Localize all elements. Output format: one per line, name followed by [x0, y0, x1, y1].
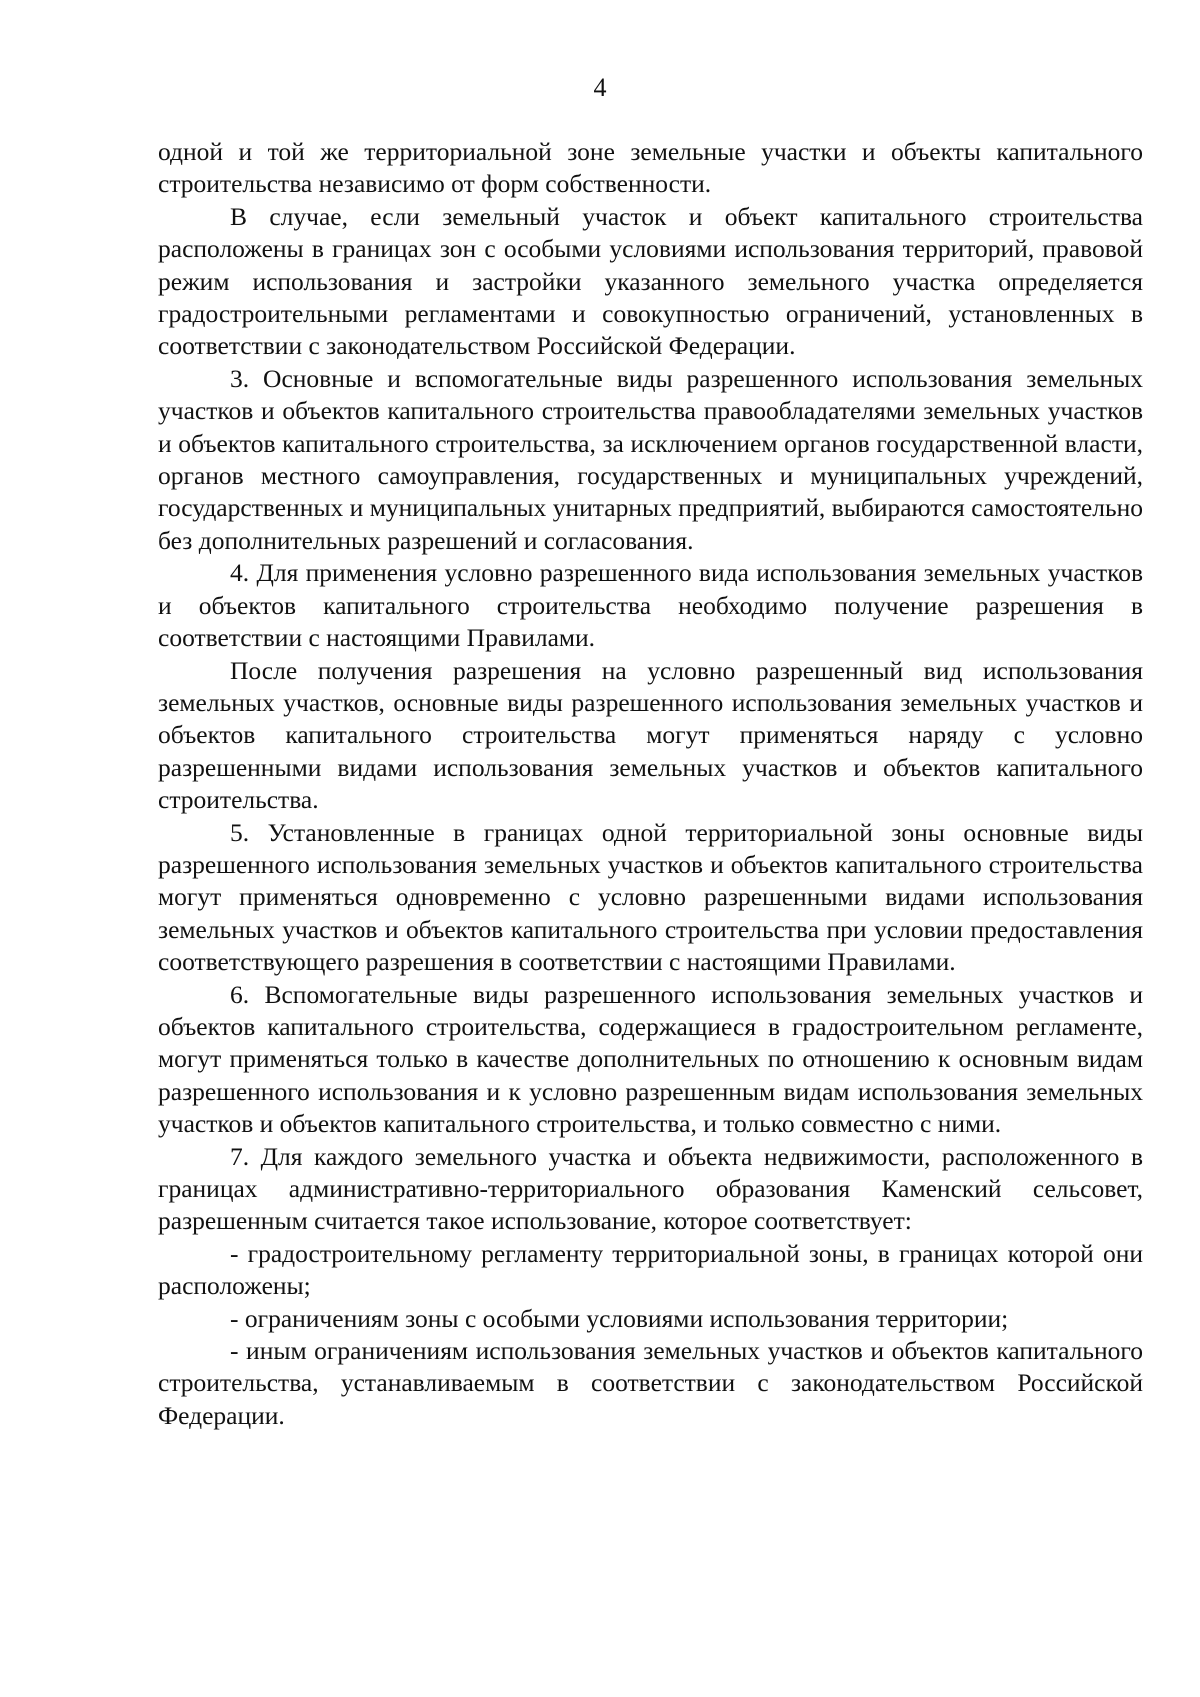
- paragraph-item-7: 7. Для каждого земельного участка и объекта недвижимости, расположенного в границах административно-территориального образования Каменский сельсовет, разрешенным считается такое использование, которое соответствует:: [158, 1141, 1143, 1236]
- list-item-zone-restrictions: - ограничениям зоны с особыми условиями использования территории;: [230, 1303, 1009, 1333]
- paragraph-item-4: 4. Для применения условно разрешенного вида использования земельных участков и объектов капитального строительства необходимо получение разрешения в соответствии с настоящими Правилами.: [158, 558, 1143, 653]
- list-item-other-restrictions: - иным ограничениям использования земельных участков и объектов капитального строительства, устанавливаемым в соответствии с законодательством Российской Федерации.: [158, 1336, 1143, 1430]
- page-number: 4: [593, 73, 607, 102]
- paragraph-item-6: 6. Вспомогательные виды разрешенного использования земельных участков и объектов капитального строительства, содержащиеся в градостроительном регламенте, могут применяться только в качестве дополнительных по отношению к основным видам разрешенного использования и к условно разрешенным видам использования земельных участков и объектов капитального строительства, и только совместно с ними.: [158, 979, 1143, 1139]
- paragraph-continuation: одной и той же территориальной зоне земельные участки и объекты капитального строительства независимо от форм собственности.: [158, 137, 1143, 199]
- list-item-regulation: - градостроительному регламенту территориальной зоны, в границах которой они расположены;: [158, 1238, 1143, 1301]
- paragraph-item-5: 5. Установленные в границах одной территориальной зоны основные виды разрешенного использования земельных участков и объектов капитального строительства могут применяться одновременно с условно разрешенными видами использования земельных участков и объектов капитального строительства при условии предоставления соответствующего разрешения в соответствии с настоящими Правилами.: [158, 817, 1143, 977]
- document-body: [158, 136, 1143, 1432]
- paragraph-item-3: 3. Основные и вспомогательные виды разрешенного использования земельных участков и объектов капитального строительства правообладателями земельных участков и объектов капитального строительства, за исключением органов государственной власти, органов местного самоуправления, государственных и муниципальных учреждений, государственных и муниципальных унитарных предприятий, выбираются самостоятельно без дополнительных разрешений и согласования.: [158, 363, 1143, 555]
- paragraph-after-permission: После получения разрешения на условно разрешенный вид использования земельных участков, основные виды разрешенного использования земельных участков и объектов капитального строительства могут применяться наряду с условно разрешенными видами использования земельных участков и объектов капитального строительства.: [158, 655, 1143, 815]
- paragraph-special-zones: В случае, если земельный участок и объект капитального строительства расположены в границах зон с особыми условиями использования территорий, правовой режим использования и застройки указанного земельного участка определяется градостроительными регламентами и совокупностью ограничений, установленных в соответствии с законодательством Российской Федерации.: [158, 201, 1143, 361]
